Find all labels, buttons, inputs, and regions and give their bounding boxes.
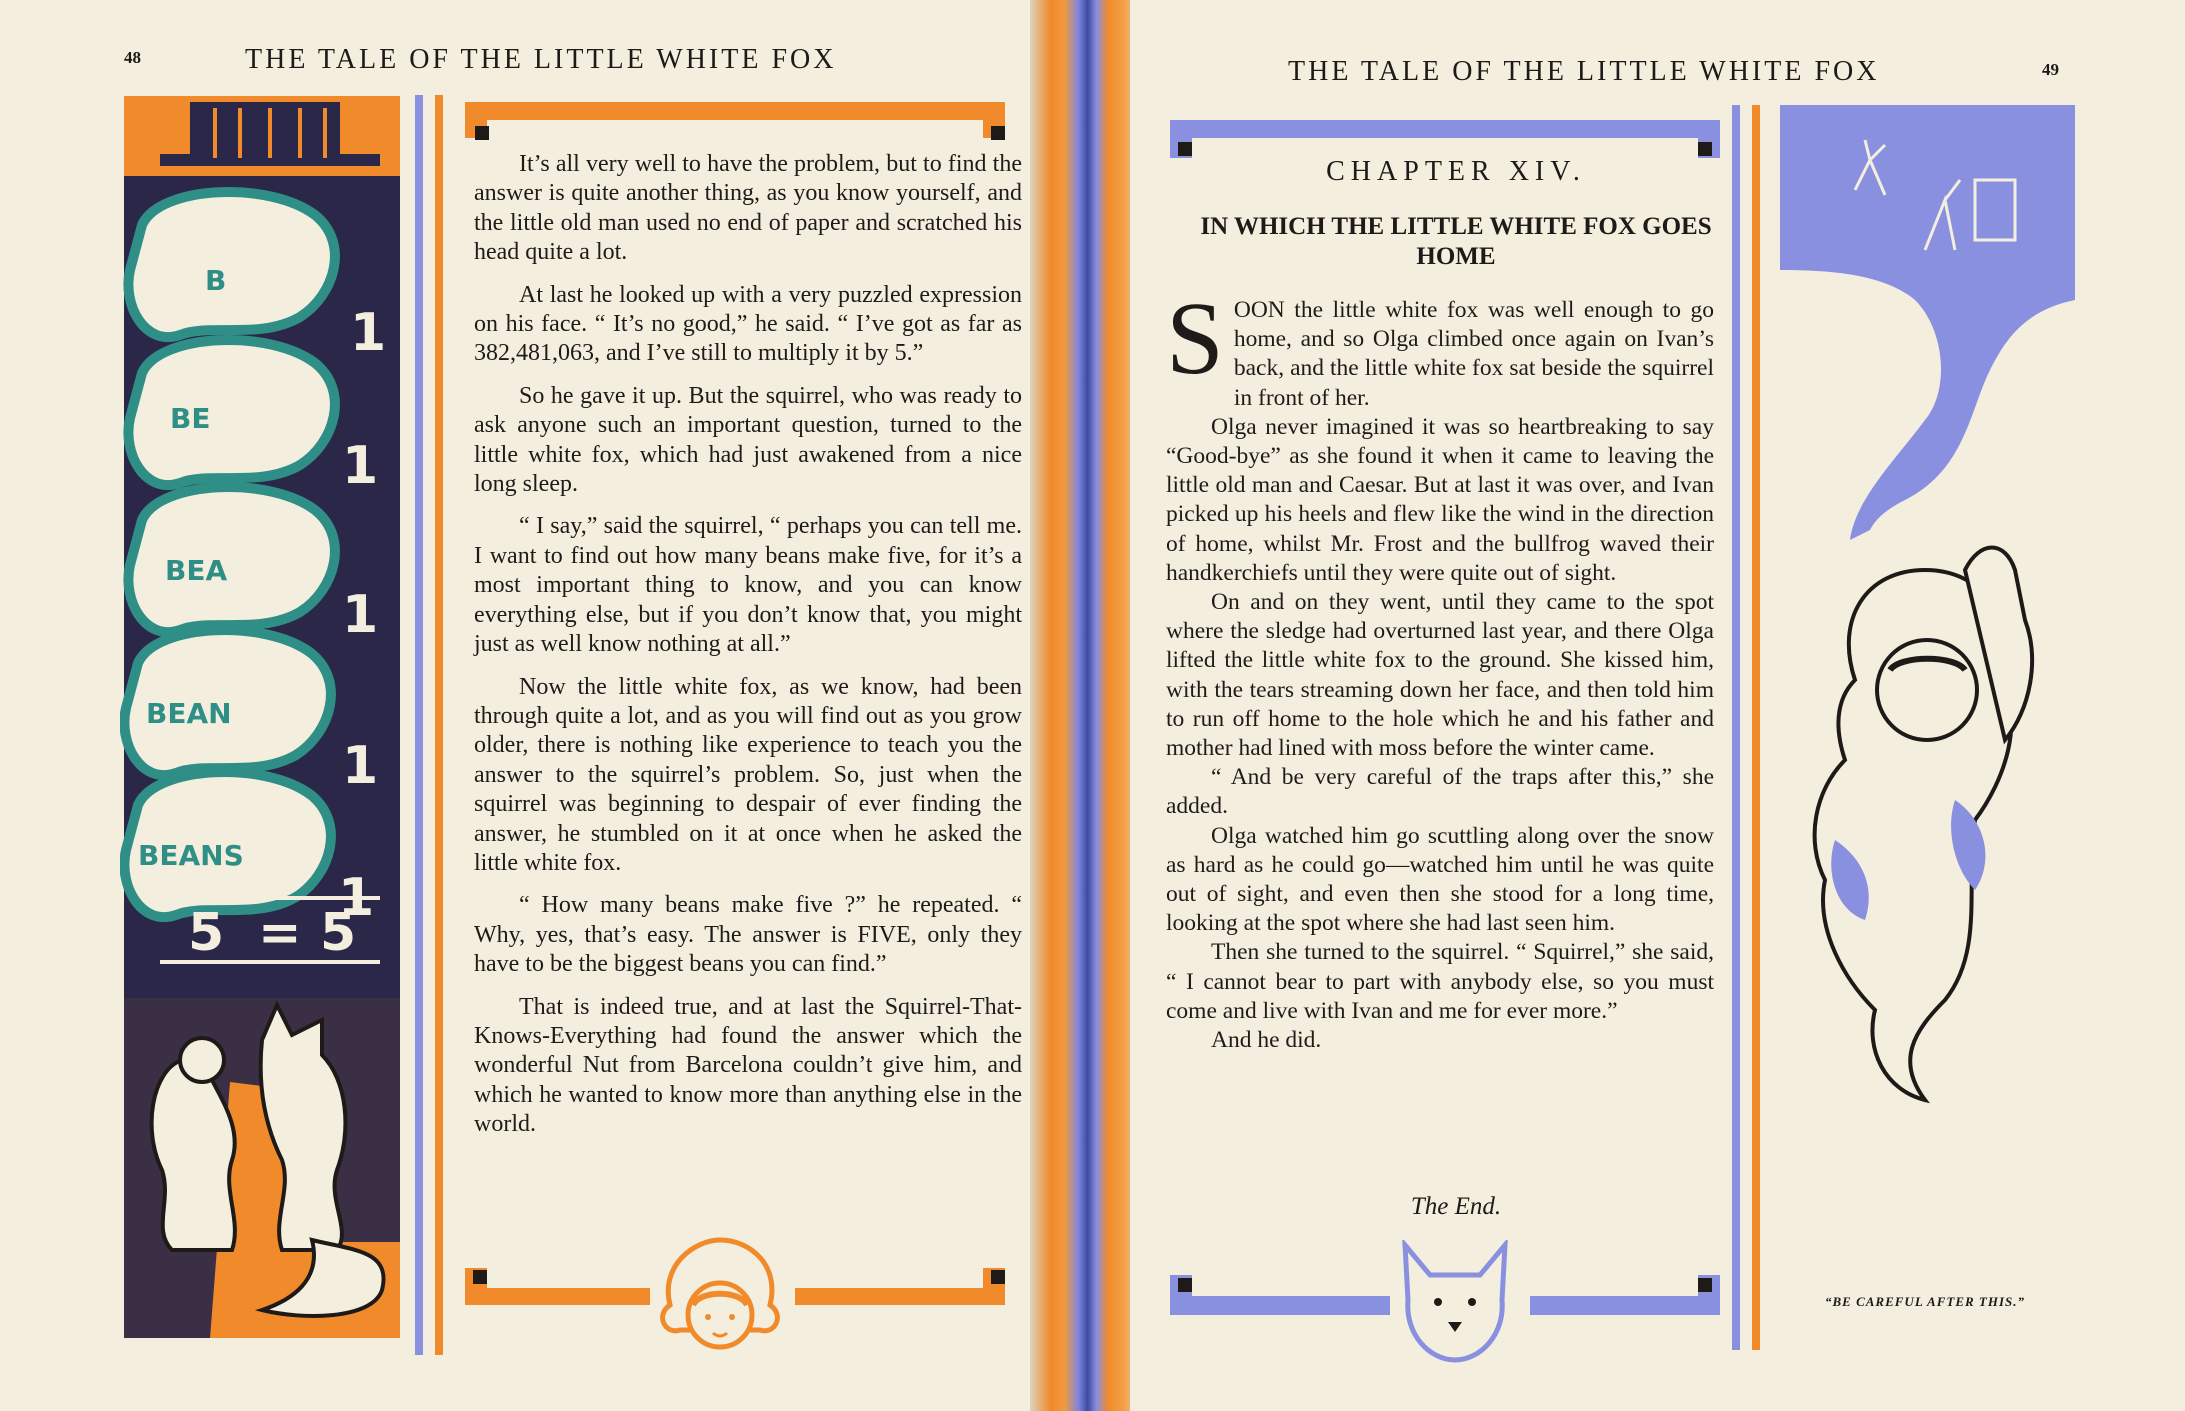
- right-running-head: THE TALE OF THE LITTLE WHITE FOX: [1288, 56, 1880, 87]
- paragraph: So he gave it up. But the squirrel, who was ready to ask anyone such an important question, turned to the little white fox, which had just awakened from a nice long sleep.: [474, 382, 1022, 498]
- bean-label: BE: [170, 402, 211, 435]
- bean-label: BEAN: [146, 697, 232, 730]
- equation-left: 5: [188, 903, 225, 963]
- right-text: [1166, 281, 1714, 1055]
- bean-count: 1: [342, 436, 379, 496]
- paragraph: “ How many beans make five ?” he repeated. “ Why, yes, that’s easy. The answer is FIVE, only they have to be the biggest beans you can find.”: [474, 892, 1022, 978]
- equation-sign: =: [258, 903, 302, 963]
- bean-2: [128, 340, 378, 496]
- bean-count: 1: [338, 868, 375, 928]
- paragraph: OON the little white fox was well enough to go home, and so Olga climbed once again on Ivan’s back, and the little white fox sat beside the squirrel in front of her.: [1233, 297, 1714, 411]
- fox-head-ornament: [1390, 1240, 1520, 1370]
- beans-column: [120, 185, 410, 985]
- paragraph: “ I say,” said the squirrel, “ perhaps you can tell me. I want to find out how many beans make five, for it’s a most important thing to know, and you can know everything else, but if you don’t know that, you might just as well know nothing at all.”: [474, 513, 1022, 658]
- paragraph: Olga watched him go scuttling along over the snow as hard as he could go—watched him until he was quite out of sight, and even then she stood for a long time, looking at the spot where she had last seen him.: [1166, 822, 1714, 937]
- bean-label: BEA: [165, 554, 228, 587]
- drop-cap: S: [1166, 281, 1224, 396]
- left-running-head: THE TALE OF THE LITTLE WHITE FOX: [245, 44, 837, 75]
- left-folio: 48: [124, 48, 141, 67]
- bean-3: [128, 487, 378, 645]
- paragraph: At last he looked up with a very puzzled expression on his face. “ It’s no good,” he said. “ I’ve got as far as 382,481,063, and I’ve still to multiply it by 5.”: [474, 281, 1022, 367]
- right-folio: 49: [2042, 60, 2059, 79]
- paragraph: Olga never imagined it was so heartbreaking to say “Good-bye” as she found it when it came to leaving the little old man and Caesar. But at last it was over, and Ivan picked up his heels and flew like the wind in the direction of home, whilst Mr. Frost and the bullfrog waved their handkerchiefs until they were quite out of sight.: [1166, 413, 1714, 586]
- paragraph: Now the little white fox, as we know, had been through quite a lot, and as you will find out as you grow older, there is nothing like experience to teach you the answer to the squirrel’s problem. So, just when the squirrel was beginning to despair of ever finding the answer, he stumbled on it at once when he asked the little white fox.: [474, 673, 1022, 876]
- equation-right: 5: [320, 903, 357, 963]
- chapter-title: IN WHICH THE LITTLE WHITE FOX GOES HOME: [1200, 213, 1712, 270]
- paragraph: On and on they went, until they came to the spot where the sledge had overturned last year, and there Olga lifted the little white fox to the ground. She kissed him, with the tears streaming down her face, and then told him to run off home to the hole which he and his father and mother had lined with moss before the winter came.: [1166, 589, 1714, 762]
- paragraph: That is indeed true, and at last the Squirrel-That-Knows-Everything had found the answer which the wonderful Nut from Barcelona couldn’t give him, and which he wanted to know more than anything else in the world.: [474, 993, 1022, 1138]
- paragraph: Then she turned to the squirrel. “ Squirrel,” she said, “ I cannot bear to part with anybody else, so you must come and live with Ivan and me for ever more.”: [1166, 939, 1714, 1024]
- left-text: [474, 150, 1022, 1140]
- paragraph: And he did.: [1211, 1027, 1322, 1054]
- bean-count: 1: [350, 303, 387, 363]
- chapter-number: CHAPTER XIV.: [1326, 156, 1586, 187]
- squirrel-fox-illustration: [122, 1000, 407, 1330]
- bean-label: B: [205, 264, 227, 297]
- illustration-caption: “BE CAREFUL AFTER THIS.”: [1824, 1294, 2026, 1309]
- bean-count: 1: [342, 585, 379, 645]
- olga-portrait: [655, 1235, 785, 1365]
- book-spine: [1030, 0, 1145, 1411]
- the-end: The End.: [1410, 1193, 1502, 1220]
- paragraph: “ And be very careful of the traps after this,” she added.: [1166, 764, 1714, 820]
- equation: [150, 890, 400, 970]
- bean-label: BEANS: [138, 839, 244, 872]
- paragraph: It’s all very well to have the problem, but to find the answer is quite another thing, as you know yourself, and the little old man used no end of paper and scratched his head quite a lot.: [474, 151, 1022, 266]
- olga-sleigh-illustration: [1775, 100, 2080, 1300]
- bean-count: 1: [342, 736, 379, 796]
